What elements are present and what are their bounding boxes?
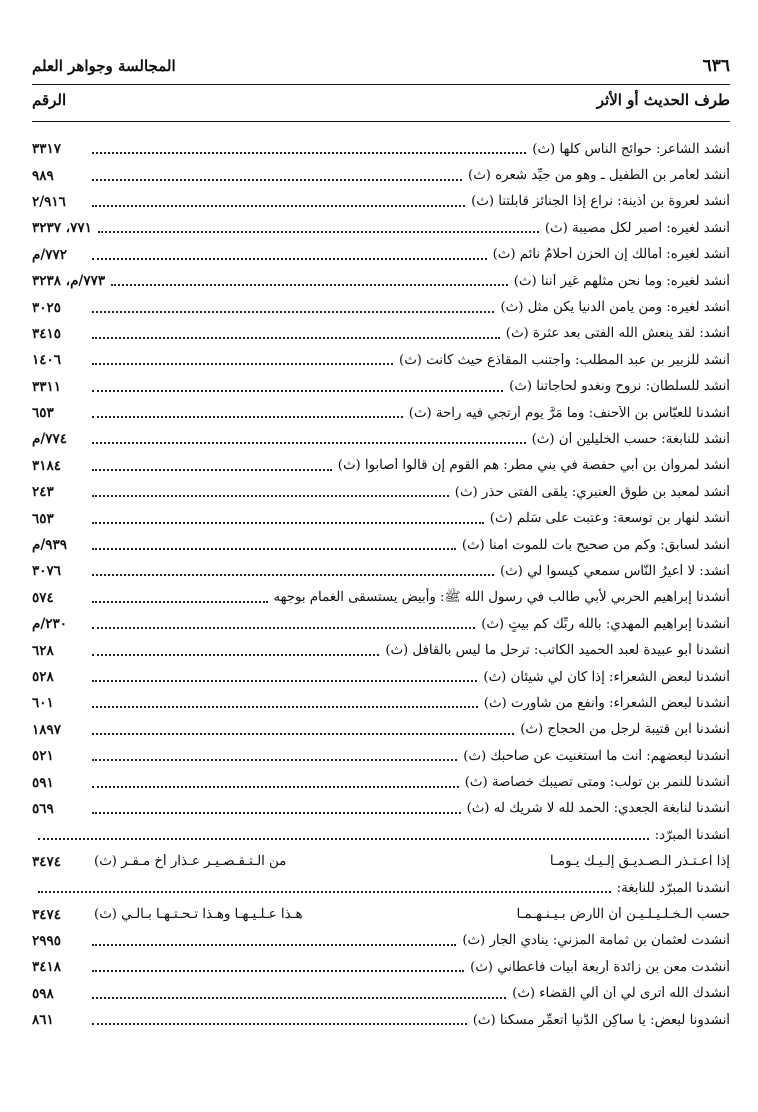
entry-text: أنشدنا لبعض الشعراء: إذا كان لي شيئان (ث) [483,669,730,685]
list-item [32,585,730,611]
entry-number: ٦٠١ [32,695,54,712]
entry-text: أنشد للنابغة: حسب الخليلين أن (ث) [531,431,730,447]
entry-number: ٢٩٩٥ [32,932,62,949]
list-item [32,981,730,1007]
entry-text: أنشدنا لبعضهم: أنت ما استغنيت عن صاحبك (ث) [463,748,730,764]
entry-number: ٦٥٣ [32,405,54,422]
column-headers [32,91,730,122]
entry-number: ٣٠٧٦ [32,563,62,580]
verse-line [32,849,730,875]
entry-number: ٣٤١٥ [32,325,62,342]
index-page [32,56,730,1033]
list-item [32,717,730,743]
entry-text: أنشد لغيره: وما نحن مثلهم غير أننا (ث) [513,273,730,289]
dot-leader [92,522,484,524]
list-item [32,1007,730,1033]
list-item [32,928,730,954]
entry-text: أنشدنا لبعض الشعراء: وأنفع من شاورت (ث) [483,695,730,711]
verse-heading-text: أنشدنا المبرّد للنابغة: [616,880,730,896]
entry-number: ٢٣٠/م [32,616,68,633]
entry-number: ٩٣٩/م [32,537,68,554]
list-item [32,426,730,452]
list-item [32,453,730,479]
dot-leader [92,495,449,497]
entry-text: أنشدنا لنابغة الجعدي: الحمد لله لا شريك له (ث) [466,801,730,817]
entry-number: ٧٧٢/م [32,246,68,263]
entry-number: ١٨٩٧ [32,721,62,738]
dot-leader [92,205,465,207]
entry-number: ٧٧٣/م، ٣٢٣٨ [32,273,106,290]
entry-text: أنشدت معن بن زائدة أربعة أبيات فأعطاني (ث) [470,959,730,975]
dot-leader [92,706,478,708]
verse-first-hemistich: إذا اعـتـذر الـصـديـق إلـيـك يـومـاً [549,854,730,870]
verse-second-hemistich: من الـتـقـصـيـر عـذار أخ مـقـر (ث) [94,854,287,870]
verse-second-hemistich: هـذا عـلـيـهـا وهـذا تـحـتـهـا بـالـي (ث) [94,907,303,923]
entry-text: أنشدت لعثمان بن ثمامة المزني: ينادي الجار (ث) [462,933,730,949]
entry-number: ٢٤٣ [32,484,54,501]
entry-text: أنشد لنهار بن توسعة: وعتبت على سَلْم (ث) [489,511,730,527]
dot-leader [92,627,475,629]
entry-text: أنشد لغيره: أمالك إن الحزن أحلامٌ نائم (ث) [492,247,730,263]
dot-leader [92,548,456,550]
entry-number: ٣٠٢٥ [32,299,62,316]
dot-leader [92,442,526,444]
entry-number: ٣٤١٨ [32,959,62,976]
entry-text: أنشد للزبير بن عبد المطلب: وأجتنب المقاذع حيث كانت (ث) [399,352,730,368]
running-header [32,56,730,85]
dot-leader [92,390,503,392]
list-item [32,242,730,268]
entry-text: أنشد لغيره: اصبر لكل مصيبة (ث) [544,220,730,236]
entry-number: ٧٧٤/م [32,431,68,448]
list-item [32,558,730,584]
entry-text: أنشد لعامر بن الطفيل ـ وهو من جيِّد شعره (ث) [468,168,730,184]
entry-text: أنشدنا إبراهيم المهدي: بالله ربِّك كم بيتٍ (ث) [481,616,730,632]
entry-number: ٩٨٩ [32,167,54,184]
dot-leader [92,970,464,972]
verse-heading [32,822,730,848]
dot-leader [38,838,649,840]
entry-text: أنشدك الله أترى لي أن ألي القضاء (ث) [512,986,730,1002]
entry-text: أنشد: لقد ينعش الله الفتى بعد عثرة (ث) [505,326,730,342]
list-item [32,954,730,980]
dot-leader [98,231,539,233]
entry-text: أنشدنا ابن قتيبة لرجل من الحجاج (ث) [520,722,730,738]
column-header-number: الرقم [32,91,67,109]
dot-leader [92,469,332,471]
list-item [32,505,730,531]
entry-text: أنشد: لا أعيرُ النّاس سمعي كيسوا لي (ث) [499,563,730,579]
entry-text: أنشد لسابق: وكم من صحيح بات للموت آمناً (ث) [461,537,730,553]
dot-leader [92,363,393,365]
dot-leader [38,891,611,893]
list-item [32,743,730,769]
dot-leader [92,944,456,946]
entry-text: أنشد لعروة بن أذينة: نراع إذا الجنائز قابلتنا (ث) [471,194,730,210]
entry-number: ٥٢١ [32,748,54,765]
dot-leader [92,152,526,154]
list-item [32,664,730,690]
entry-text: أنشد للسلطان: نروح ونغدو لحاجاتنا (ث) [509,379,730,395]
list-item [32,611,730,637]
dot-leader [92,786,459,788]
entry-number: ٥٩١ [32,774,54,791]
list-item [32,374,730,400]
verse-heading [32,875,730,901]
index-list [32,136,730,1033]
list-item [32,637,730,663]
column-header-text: طرف الحديث أو الأثر [596,91,730,109]
dot-leader [92,258,487,260]
verse-first-hemistich: حسب الـخـلـيـلـيـن أن الأرض بـيـنـهـمـا [516,907,730,923]
entry-number: ٥٢٨ [32,669,54,685]
list-item [32,479,730,505]
dot-leader [92,1023,467,1025]
entry-number: ٣٣١١ [32,378,62,395]
entry-number: ٦٥٣ [32,510,54,527]
verse-line [32,901,730,927]
book-title: المجالسة وجواهر العلم [32,57,176,75]
list-item [32,400,730,426]
entry-text: أنشد لمروان بن أبي حفصة في بني مطر: هم القوم إن قالوا أصابوا (ث) [337,458,730,474]
list-item [32,189,730,215]
list-item [32,532,730,558]
entry-text: أنشدنا إبراهيم الحربي لأبي طالب في رسول الله ﷺ: وأبيض يستسقى الغمام بوجهه [273,589,730,605]
entry-text: أنشدونا لبعض: يا ساكِن الدُّنيا أتعمِّر مسكناً (ث) [472,1012,730,1028]
list-item [32,347,730,373]
dot-leader [92,812,461,814]
entry-number: ٣١٨٤ [32,457,62,474]
dot-leader [92,601,268,603]
dot-leader [92,416,403,418]
verse-heading-text: أنشدنا المبرّد: [654,827,730,843]
entry-number: ٢/٩١٦ [32,193,66,210]
entry-number: ١٤٠٦ [32,352,62,369]
list-item [32,215,730,241]
dot-leader [92,337,500,339]
entry-text: أنشدنا للعبّاس بن الأحنف: وما مَرَّ يوم أرتجي فيه راحة (ث) [408,405,730,421]
entry-number: ٣٣١٧ [32,141,62,158]
entry-number: ٥٧٤ [32,589,54,606]
entry-number: ٥٦٩ [32,800,54,817]
dot-leader [92,733,514,735]
list-item [32,769,730,795]
entry-text: أنشدنا للنمر بن تولب: ومتى تصيبك خصاصة (ث) [464,775,730,791]
entry-number: ٧٧١، ٣٢٣٧ [32,220,92,237]
entry-text: أنشدنا أبو عبيدة لعبد الحميد الكاتب: ترحل ما ليس بالقافل (ث) [385,643,730,659]
list-item [32,162,730,188]
dot-leader [92,997,506,999]
entry-number: ٨٦١ [32,1012,54,1029]
entry-text: أنشد لمعبد بن طوق العنبري: يلقى الفتى حذر (ث) [454,484,730,500]
dot-leader [92,654,379,656]
entry-number: ٥٩٨ [32,985,54,1002]
list-item [32,321,730,347]
page-number: ٦٣٦ [702,56,730,76]
entry-number: ٦٢٨ [32,642,54,659]
list-item [32,690,730,716]
dot-leader [92,759,457,761]
entry-text: أنشد لغيره: ومن يأمن الدنيا يكن مثل (ث) [500,300,730,316]
dot-leader [92,179,462,181]
entry-number: ٣٤٧٤ [32,906,62,923]
dot-leader [92,680,477,682]
list-item [32,268,730,294]
dot-leader [111,284,508,286]
dot-leader [92,311,494,313]
list-item [32,796,730,822]
entry-text: أنشد الشاعر: حوائج الناس كلها (ث) [532,141,730,157]
list-item [32,294,730,320]
list-item [32,136,730,162]
entry-number: ٣٤٧٤ [32,853,62,870]
dot-leader [92,574,494,576]
